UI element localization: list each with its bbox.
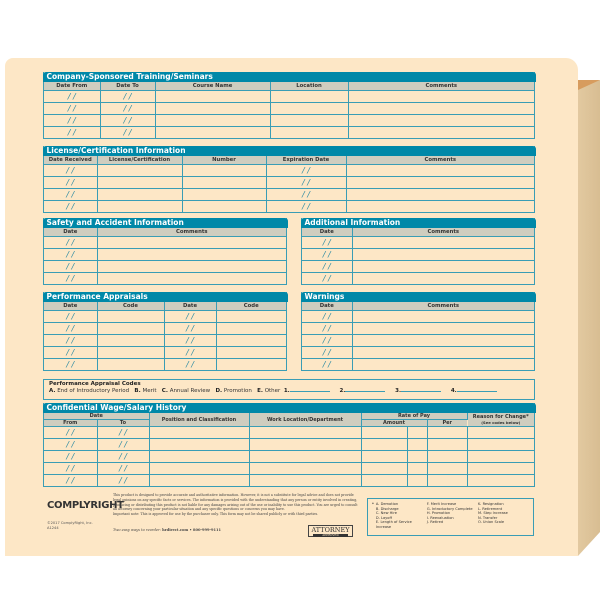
text-field[interactable] <box>149 451 249 463</box>
text-field[interactable] <box>149 463 249 475</box>
date-field[interactable]: / / <box>302 249 352 261</box>
date-field[interactable]: / / <box>302 323 352 335</box>
col-rate: Rate of Pay <box>361 413 467 420</box>
approved-text: APPROVED <box>313 534 348 537</box>
license-table <box>44 156 534 212</box>
col-comments: Comments <box>348 82 534 91</box>
col-to: To <box>97 420 149 427</box>
col-date: Date <box>44 413 149 420</box>
table-row <box>44 451 534 463</box>
safety-section <box>43 218 287 285</box>
table-row <box>44 165 534 177</box>
blank-label: 1. <box>283 388 290 394</box>
text-field[interactable] <box>361 451 407 463</box>
col-comments: Comments <box>346 156 534 165</box>
warnings-table <box>302 302 534 370</box>
reason-col-3 <box>478 502 529 532</box>
text-field[interactable] <box>155 115 270 127</box>
reorder-site: hrdirect.com • 800-999-9111 <box>162 528 222 532</box>
appraisal-codes-list <box>49 388 529 394</box>
performance-section <box>43 292 287 371</box>
date-field[interactable]: / / <box>164 359 216 371</box>
table-row <box>44 427 534 439</box>
col-comments: Comments <box>97 228 286 237</box>
table-row <box>44 261 286 273</box>
date-field[interactable]: / / <box>266 201 346 213</box>
date-field[interactable]: / / <box>44 189 97 201</box>
date-field[interactable]: / / <box>44 475 97 487</box>
col-reason <box>467 413 534 427</box>
date-field[interactable]: / / <box>44 311 97 323</box>
col-comments: Comments <box>352 228 534 237</box>
text-field[interactable] <box>352 359 534 371</box>
text-field[interactable] <box>427 475 467 487</box>
text-field[interactable] <box>149 475 249 487</box>
date-field[interactable]: / / <box>302 273 352 285</box>
code-key: C. <box>161 388 168 394</box>
col-expiration: Expiration Date <box>266 156 346 165</box>
reason-col-1 <box>376 502 427 532</box>
reason-col-2 <box>427 502 478 532</box>
col-per: Per <box>427 420 467 427</box>
col-license: License/Certification <box>97 156 182 165</box>
blank-line[interactable] <box>290 391 330 392</box>
text-field[interactable] <box>182 177 266 189</box>
section-title: Safety and Accident Information <box>43 218 288 228</box>
text-field[interactable] <box>97 249 286 261</box>
col-amount: Amount <box>361 420 427 427</box>
reason-code: L. Retirement <box>477 506 503 511</box>
text-field[interactable] <box>97 323 164 335</box>
text-field[interactable] <box>149 427 249 439</box>
date-field[interactable]: / / <box>44 237 97 249</box>
text-field[interactable] <box>427 451 467 463</box>
text-field[interactable] <box>97 335 164 347</box>
table-row <box>44 237 286 249</box>
date-field[interactable]: / / <box>44 463 97 475</box>
date-field[interactable]: / / <box>164 311 216 323</box>
text-field[interactable] <box>97 237 286 249</box>
reason-code: C. New Hire <box>375 511 397 516</box>
blank-line[interactable] <box>457 391 497 392</box>
table-row <box>44 103 534 115</box>
text-field[interactable] <box>97 359 164 371</box>
table-row <box>302 261 534 273</box>
additional-table <box>302 228 534 284</box>
text-field[interactable] <box>348 103 534 115</box>
date-field[interactable]: / / <box>100 115 155 127</box>
reason-code: J. Retired <box>426 520 444 525</box>
table-row <box>44 475 534 487</box>
table-row <box>44 311 286 323</box>
text-field[interactable] <box>249 439 361 451</box>
text-field[interactable] <box>149 439 249 451</box>
text-field[interactable] <box>97 311 164 323</box>
date-field[interactable]: / / <box>266 189 346 201</box>
performance-table <box>44 302 286 370</box>
date-field[interactable]: / / <box>44 261 97 273</box>
col-code: Code <box>97 302 164 311</box>
date-field[interactable]: / / <box>97 427 149 439</box>
col-course-name: Course Name <box>155 82 270 91</box>
text-field[interactable] <box>182 189 266 201</box>
code-key: D. <box>215 388 223 394</box>
code-label: Annual Review <box>169 388 211 394</box>
col-date-to: Date To <box>100 82 155 91</box>
folder-side-panel <box>578 80 600 556</box>
date-field[interactable]: / / <box>44 249 97 261</box>
text-field[interactable] <box>155 91 270 103</box>
table-row <box>302 249 534 261</box>
text-field[interactable] <box>467 475 534 487</box>
date-field[interactable]: / / <box>100 91 155 103</box>
attorney-approved-badge <box>308 525 353 537</box>
text-field[interactable] <box>427 439 467 451</box>
text-field[interactable] <box>348 127 534 139</box>
section-title: Warnings <box>301 292 536 302</box>
table-row <box>302 311 534 323</box>
reason-code: K. Resignation <box>477 502 504 506</box>
col-comments: Comments <box>352 302 534 311</box>
text-field[interactable] <box>352 323 534 335</box>
date-field[interactable]: / / <box>44 451 97 463</box>
reason-code: G. Introductory Complete <box>426 506 473 511</box>
section-title: License/Certification Information <box>43 146 536 156</box>
text-field[interactable] <box>407 463 427 475</box>
wage-section <box>43 403 535 487</box>
date-field[interactable]: / / <box>44 359 97 371</box>
text-field[interactable] <box>407 427 427 439</box>
text-field[interactable] <box>155 127 270 139</box>
important-note: Important note: This is approved for use by the purchaser only. This form may not be shared publicly or with third parties. <box>113 512 319 517</box>
table-row <box>44 335 286 347</box>
text-field[interactable] <box>216 359 286 371</box>
table-row <box>302 237 534 249</box>
complyright-logo: COMPLYRIGHT <box>47 500 124 511</box>
table-row <box>302 323 534 335</box>
date-field[interactable]: / / <box>44 347 97 359</box>
training-section <box>43 72 535 139</box>
appraisal-codes-box <box>43 379 535 400</box>
text-field[interactable] <box>97 201 182 213</box>
text-field[interactable] <box>467 427 534 439</box>
reason-code: N. Transfer <box>477 515 498 520</box>
code-label: End of Introductory Period <box>57 388 130 394</box>
text-field[interactable] <box>97 165 182 177</box>
copyright-text: ©2017 ComplyRight, Inc. <box>47 521 93 525</box>
reason-code: D. Layoff <box>375 515 392 520</box>
table-row <box>44 115 534 127</box>
appraisal-codes-title: Performance Appraisal Codes <box>49 381 141 387</box>
reason-marker: * <box>372 502 374 506</box>
date-field[interactable]: / / <box>44 427 97 439</box>
legal-text: This product is designed to provide accurate and authoritative information. However, it is not a substitute for legal advice and does not provide legal opinions on any specific facts or services. The information is provided with the understanding that any person or entity involved in creating, producing or distributing this product is not liable for any damages arising out of the use or inability to use this product. You are urged to consult an attorney concerning your particular situation and any specific questions or concerns you may have. <box>113 493 358 512</box>
text-field[interactable] <box>352 311 534 323</box>
col-code: Code <box>216 302 286 311</box>
license-section <box>43 146 535 213</box>
date-field[interactable]: / / <box>302 335 352 347</box>
reason-code: O. Union Scale <box>477 520 505 525</box>
text-field[interactable] <box>97 347 164 359</box>
col-date: Date <box>44 302 97 311</box>
text-field[interactable] <box>346 201 534 213</box>
col-date-from: Date From <box>44 82 100 91</box>
table-row <box>44 323 286 335</box>
text-field[interactable] <box>352 249 534 261</box>
safety-table <box>44 228 286 284</box>
reason-code: I. Reevaluation <box>426 515 454 520</box>
reason-code: M. Step Increase <box>477 511 508 516</box>
table-row <box>302 347 534 359</box>
date-field[interactable]: / / <box>97 451 149 463</box>
warnings-section <box>301 292 535 371</box>
col-date: Date <box>164 302 216 311</box>
col-date: Date <box>302 302 352 311</box>
date-field[interactable]: / / <box>44 439 97 451</box>
text-field[interactable] <box>182 201 266 213</box>
text-field[interactable] <box>97 189 182 201</box>
date-field[interactable]: / / <box>97 475 149 487</box>
text-field[interactable] <box>427 463 467 475</box>
code-key: E. <box>257 388 263 394</box>
text-field[interactable] <box>270 103 348 115</box>
blank-label: 2. <box>339 388 346 394</box>
date-field[interactable]: / / <box>44 177 97 189</box>
blank-line[interactable] <box>401 391 441 392</box>
text-field[interactable] <box>216 323 286 335</box>
text-field[interactable] <box>352 237 534 249</box>
date-field[interactable]: / / <box>266 177 346 189</box>
date-field[interactable]: / / <box>44 201 97 213</box>
section-title: Additional Information <box>301 218 536 228</box>
table-row <box>302 273 534 285</box>
col-date: Date <box>302 228 352 237</box>
text-field[interactable] <box>361 439 407 451</box>
table-row <box>44 463 534 475</box>
text-field[interactable] <box>352 335 534 347</box>
text-field[interactable] <box>216 335 286 347</box>
code-label: Promotion <box>223 388 252 394</box>
table-row <box>44 249 286 261</box>
date-field[interactable]: / / <box>100 127 155 139</box>
col-location: Work Location/Department <box>249 413 361 427</box>
text-field[interactable] <box>361 463 407 475</box>
reason-code: A. Demotion <box>375 502 399 506</box>
reorder-prefix: Two easy ways to reorder: <box>113 528 162 532</box>
col-location: Location <box>270 82 348 91</box>
text-field[interactable] <box>467 451 534 463</box>
date-field[interactable]: / / <box>97 463 149 475</box>
date-field[interactable]: / / <box>302 311 352 323</box>
reason-code: B. Discharge <box>375 506 399 511</box>
text-field[interactable] <box>97 177 182 189</box>
text-field[interactable] <box>216 347 286 359</box>
date-field[interactable]: / / <box>44 91 100 103</box>
text-field[interactable] <box>270 91 348 103</box>
text-field[interactable] <box>361 427 407 439</box>
table-row <box>302 359 534 371</box>
copyright <box>47 521 93 531</box>
reason-code: E. Length of Service Increase <box>375 520 412 529</box>
code-label: Other <box>264 388 281 394</box>
text-field[interactable] <box>467 439 534 451</box>
text-field[interactable] <box>270 115 348 127</box>
date-field[interactable]: / / <box>97 439 149 451</box>
text-field[interactable] <box>407 475 427 487</box>
text-field[interactable] <box>467 463 534 475</box>
code-key: A. <box>49 388 56 394</box>
reason-codes-box <box>367 498 534 536</box>
code-key: B. <box>134 388 141 394</box>
date-field[interactable]: / / <box>164 323 216 335</box>
item-code: A1244 <box>47 526 59 530</box>
text-field[interactable] <box>270 127 348 139</box>
text-field[interactable] <box>182 165 266 177</box>
table-row <box>302 335 534 347</box>
text-field[interactable] <box>346 165 534 177</box>
table-row <box>44 347 286 359</box>
date-field[interactable]: / / <box>44 103 100 115</box>
table-row <box>44 177 534 189</box>
text-field[interactable] <box>97 273 286 285</box>
text-field[interactable] <box>407 439 427 451</box>
date-field[interactable]: / / <box>44 115 100 127</box>
attorney-text: ATTORNEY <box>311 526 350 534</box>
section-title: Company-Sponsored Training/Seminars <box>43 72 536 82</box>
section-title: Performance Appraisals <box>43 292 288 302</box>
reorder-info <box>113 528 221 532</box>
text-field[interactable] <box>346 177 534 189</box>
wage-table <box>44 413 534 486</box>
text-field[interactable] <box>348 115 534 127</box>
text-field[interactable] <box>216 311 286 323</box>
section-title: Confidential Wage/Salary History <box>43 403 536 413</box>
date-field[interactable]: / / <box>266 165 346 177</box>
date-field[interactable]: / / <box>44 165 97 177</box>
text-field[interactable] <box>249 463 361 475</box>
text-field[interactable] <box>352 347 534 359</box>
additional-section <box>301 218 535 285</box>
text-field[interactable] <box>427 427 467 439</box>
date-field[interactable]: / / <box>302 237 352 249</box>
text-field[interactable] <box>346 189 534 201</box>
date-field[interactable]: / / <box>44 335 97 347</box>
col-position: Position and Classification <box>149 413 249 427</box>
table-row <box>44 189 534 201</box>
date-field[interactable]: / / <box>164 335 216 347</box>
legal-disclaimer <box>113 493 358 517</box>
reason-sub: (See codes below) <box>481 419 521 425</box>
blank-label: 4. <box>450 388 457 394</box>
date-field[interactable]: / / <box>44 273 97 285</box>
col-from: From <box>44 420 97 427</box>
text-field[interactable] <box>97 261 286 273</box>
date-field[interactable]: / / <box>302 261 352 273</box>
date-field[interactable]: / / <box>302 347 352 359</box>
table-row <box>44 439 534 451</box>
text-field[interactable] <box>361 475 407 487</box>
date-field[interactable]: / / <box>44 323 97 335</box>
table-row <box>44 127 534 139</box>
blank-line[interactable] <box>345 391 385 392</box>
training-table <box>44 82 534 138</box>
date-field[interactable]: / / <box>100 103 155 115</box>
reason-label: Reason for Change* <box>472 413 529 420</box>
text-field[interactable] <box>155 103 270 115</box>
table-row <box>44 201 534 213</box>
col-number: Number <box>182 156 266 165</box>
text-field[interactable] <box>249 451 361 463</box>
date-field[interactable]: / / <box>302 359 352 371</box>
text-field[interactable] <box>249 427 361 439</box>
text-field[interactable] <box>348 91 534 103</box>
reason-code: H. Promotion <box>426 511 451 516</box>
table-row <box>44 273 286 285</box>
text-field[interactable] <box>352 261 534 273</box>
table-row <box>44 359 286 371</box>
col-date: Date <box>44 228 97 237</box>
date-field[interactable]: / / <box>164 347 216 359</box>
text-field[interactable] <box>352 273 534 285</box>
date-field[interactable]: / / <box>44 127 100 139</box>
col-date-received: Date Received <box>44 156 97 165</box>
table-row <box>44 91 534 103</box>
text-field[interactable] <box>407 451 427 463</box>
code-label: Merit <box>142 388 157 394</box>
blank-label: 3. <box>395 388 402 394</box>
reason-code: F. Merit Increase <box>426 502 457 506</box>
text-field[interactable] <box>249 475 361 487</box>
